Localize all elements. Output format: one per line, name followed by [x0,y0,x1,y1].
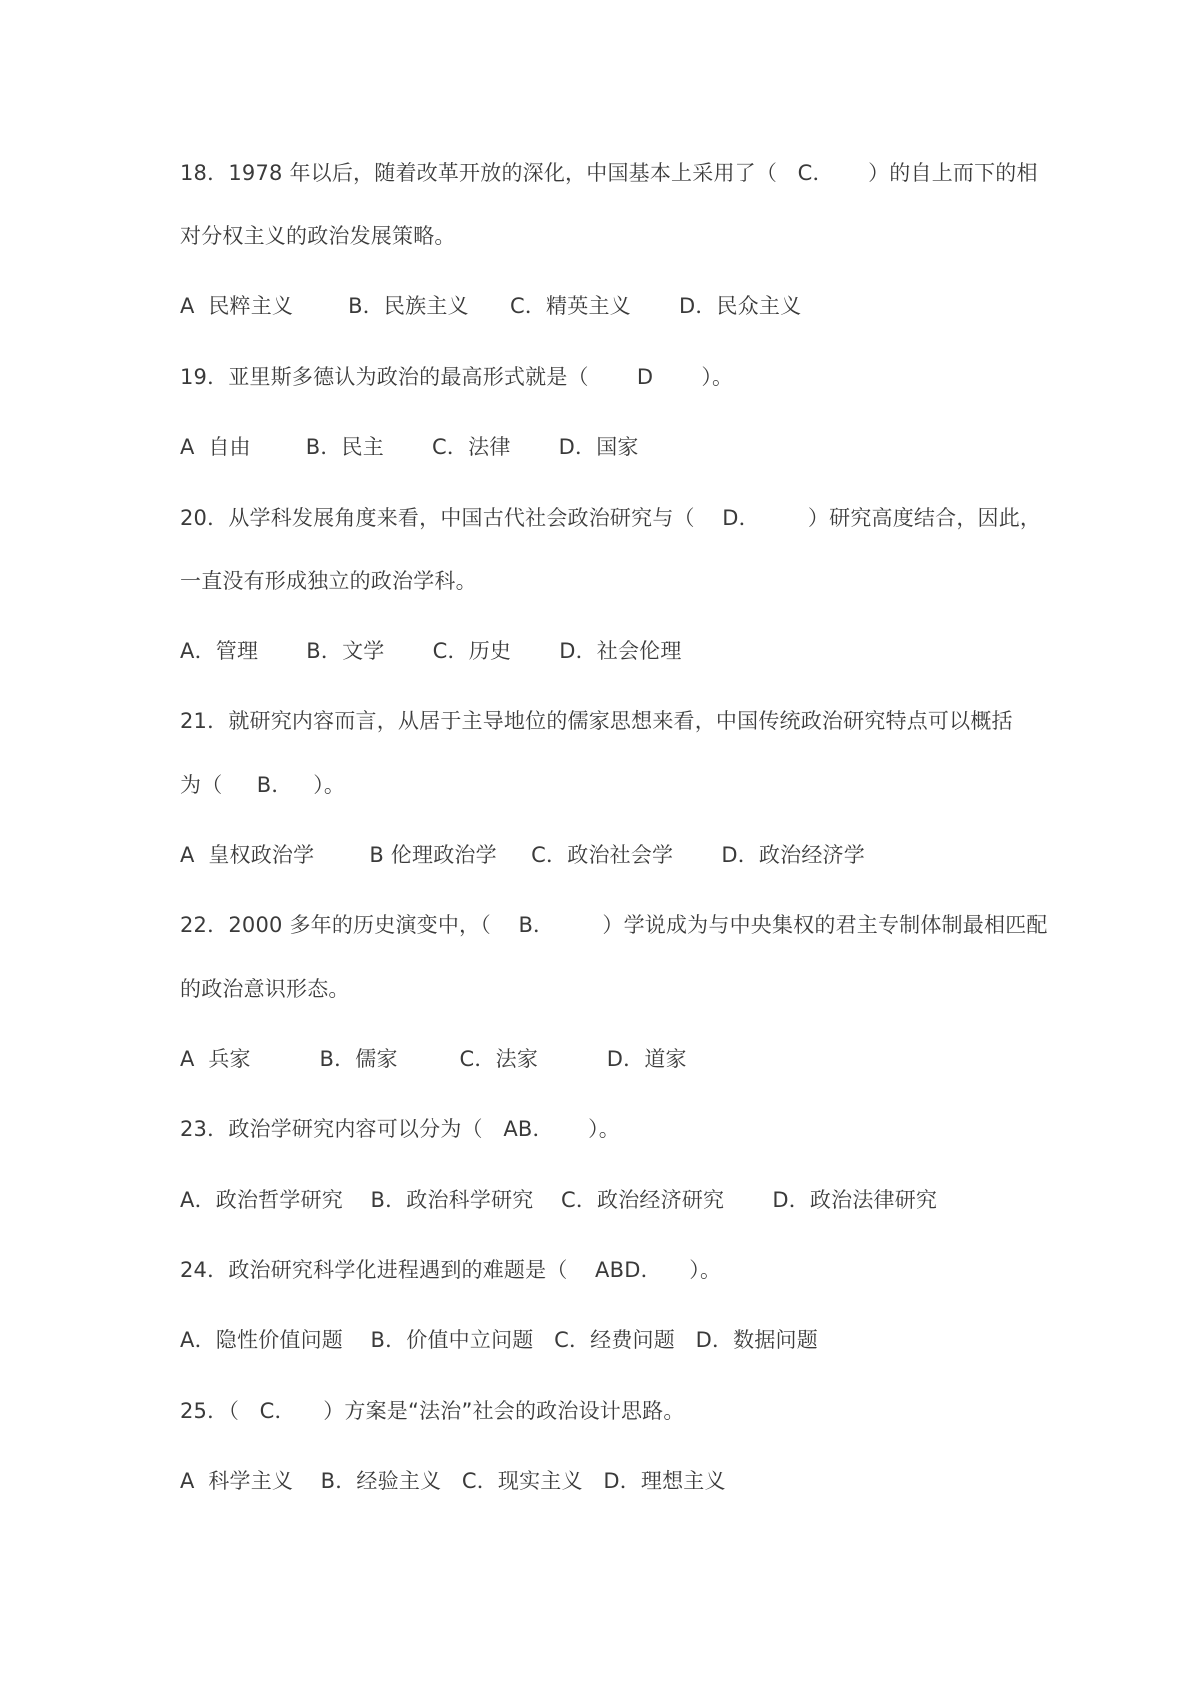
question-18-stem-line2: 对分权主义的政治发展策略。 [180,224,456,248]
question-20-stem-line1: 20．从学科发展角度来看，中国古代社会政治研究与（ D． ）研究高度结合，因此， [180,506,1042,530]
question-20-stem-line2: 一直没有形成独立的政治学科。 [180,569,477,593]
question-24-options: A．隐性价值问题 B．价值中立问题 C．经费问题 D．数据问题 [180,1328,818,1352]
question-22-stem-line2: 的政治意识形态。 [180,977,350,1001]
question-23-options: A．政治哲学研究 B．政治科学研究 C．政治经济研究 D．政治法律研究 [180,1188,938,1212]
question-21-stem-line2: 为（ B． ）。 [180,773,346,797]
question-24-stem-line1: 24．政治研究科学化进程遇到的难题是（ ABD． ）。 [180,1258,722,1282]
question-20-options: A．管理 B．文学 C．历史 D．社会伦理 [180,639,682,663]
question-25-stem-line1: 25．（ C． ）方案是“法治”社会的政治设计思路。 [180,1399,685,1423]
question-19-stem-line1: 19．亚里斯多德认为政治的最高形式就是（ D ）。 [180,365,734,389]
question-23-stem-line1: 23．政治学研究内容可以分为（ AB． ）。 [180,1117,620,1141]
question-22-stem-line1: 22．2000 多年的历史演变中，（ B． ）学说成为与中央集权的君主专制体制最相匹配 [180,913,1048,937]
question-21-stem-line1: 21．就研究内容而言，从居于主导地位的儒家思想来看，中国传统政治研究特点可以概括 [180,709,1013,733]
question-18-options: A 民粹主义 B．民族主义 C．精英主义 D．民众主义 [180,294,802,318]
question-25-options: A 科学主义 B．经验主义 C．现实主义 D．理想主义 [180,1469,726,1493]
question-21-options: A 皇权政治学 B 伦理政治学 C．政治社会学 D．政治经济学 [180,843,865,867]
question-19-options: A 自由 B．民主 C．法律 D．国家 [180,435,639,459]
question-22-options: A 兵家 B．儒家 C．法家 D．道家 [180,1047,687,1071]
question-18-stem-line1: 18．1978 年以后，随着改革开放的深化，中国基本上采用了（ C． ）的自上而下的相 [180,161,1038,185]
